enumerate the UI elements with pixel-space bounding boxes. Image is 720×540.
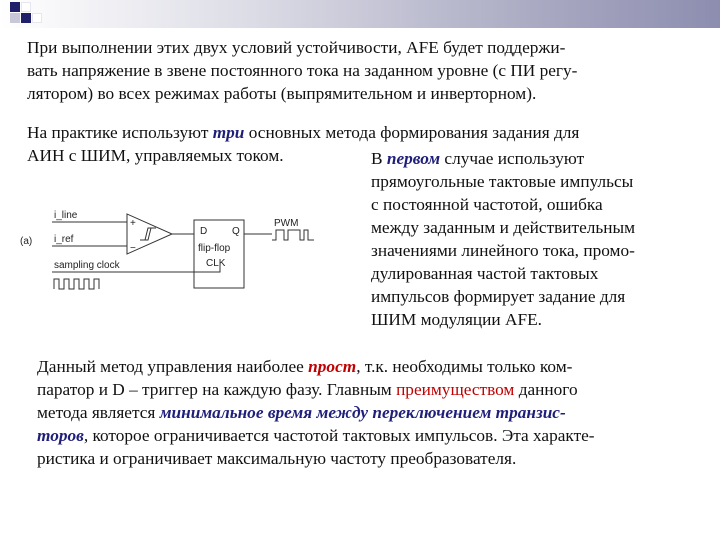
text-line: лятором) во всех режимах работы (выпрямительном и инверторном).	[27, 84, 537, 103]
decor-square	[10, 13, 20, 23]
text-line: вать напряжение в звене постоянного тока на заданном уровне (с ПИ регу-	[27, 61, 578, 80]
emphasis-advantage: преимуществом	[396, 380, 515, 399]
q-output-label: Q	[232, 226, 240, 237]
text-line: паратор и D – триггер на каждую фазу. Главным преимуществом данного	[37, 380, 578, 399]
paragraph-first-method	[371, 147, 711, 331]
minus-sign: −	[130, 243, 136, 254]
text-line: торов, которое ограничивается частотой тактовых импульсов. Эта характе-	[37, 426, 595, 445]
d-input-label: D	[200, 226, 208, 237]
i-line-label: i_line	[54, 210, 78, 221]
emphasis-simple: прост	[308, 357, 357, 376]
text-line: метода является минимальное время между переключением транзис-	[37, 403, 566, 422]
text-line: между заданным и действительным	[371, 218, 636, 237]
emphasis-three: три	[212, 123, 245, 142]
text-line: На практике используют три основных метода формирования задания для	[27, 123, 580, 142]
decor-square	[10, 2, 20, 12]
paragraph-stability	[27, 36, 707, 105]
text-line: импульсов формирует задание для	[371, 287, 626, 306]
text-line: с постоянной частотой, ошибка	[371, 195, 603, 214]
text-line: Данный метод управления наиболее прост, т.к. необходимы только ком-	[37, 357, 573, 376]
emphasis-transistors: торов	[37, 426, 84, 445]
clk-label: CLK	[206, 258, 226, 269]
title-gradient-bar	[0, 0, 720, 28]
pwm-label: PWM	[274, 218, 299, 229]
figure-label: (a)	[20, 236, 33, 247]
i-ref-label: i_ref	[54, 234, 74, 245]
decor-square	[32, 13, 42, 23]
text-line: дулированная частой тактовых	[371, 264, 599, 283]
text-line: значениями линейного тока, промо-	[371, 241, 635, 260]
text-line: прямоугольные тактовые импульсы	[371, 172, 634, 191]
emphasis-first: первом	[386, 149, 441, 168]
clock-waveform	[54, 279, 99, 289]
sampling-clock-label: sampling clock	[54, 260, 120, 271]
text-line: В первом случае используют	[371, 149, 585, 168]
plus-sign: +	[130, 218, 136, 229]
decor-square	[21, 13, 31, 23]
decor-square	[21, 2, 31, 12]
text-line: АИН с ШИМ, управляемых током.	[27, 146, 284, 165]
comparator-flipflop-diagram	[14, 196, 354, 306]
text-line: При выполнении этих двух условий устойчивости, AFE будет поддержи-	[27, 38, 566, 57]
flip-flop-label: flip-flop	[198, 243, 231, 254]
paragraph-advantages	[37, 355, 707, 470]
text-line: ШИМ модуляции AFE.	[371, 310, 542, 329]
pwm-waveform	[272, 230, 314, 240]
text-line: ристика и ограничивает максимальную частоту преобразователя.	[37, 449, 517, 468]
emphasis-min-time: минимальное время между переключением транзис-	[159, 403, 566, 422]
